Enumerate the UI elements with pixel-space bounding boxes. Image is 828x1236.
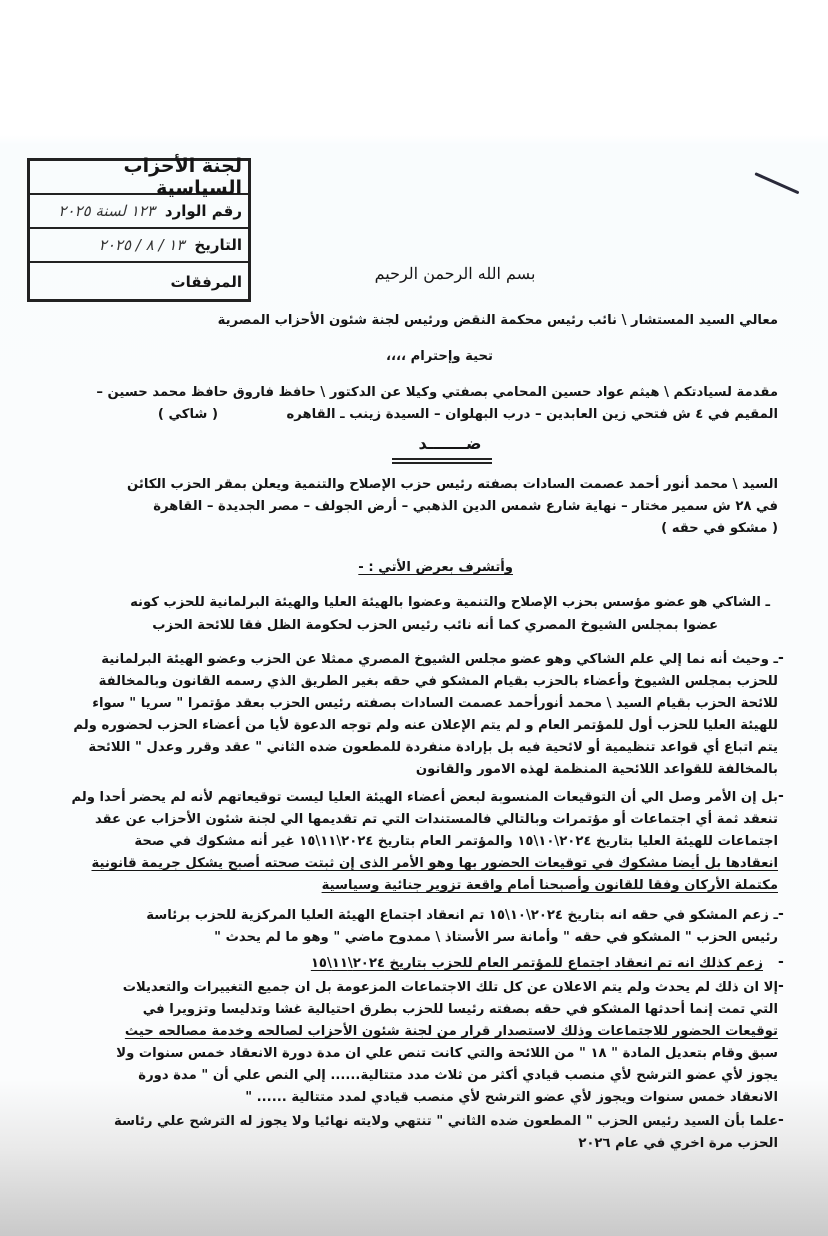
stamp-attachments-label: المرفقات [170,273,242,291]
against-underline [392,458,492,460]
basmala: بسم الله الرحمن الرحيم [374,264,536,283]
complainant-role: ( شاكي ) [157,407,218,422]
complainant-line-1: مقدمة لسيادتكم \ هيثم عواد حسين المحامي بصفتي وكيلا عن الدكتور \ حافظ فاروق حافظ محمد حسين – [96,385,778,400]
defendant-line-2: في ٢٨ ش سمير مختار – نهاية شارع شمس الدين الذهبي – أرض الجولف – مصر الجديدة – القاهرة [153,499,778,514]
bullet-1-line-4: للهيئة العليا للحزب أول للمؤتمر العام و لم يتم الإعلان عنه ولم توجه الدعوة لأيا من أعضاء الحزب لحضوره ولم [73,718,778,733]
bullet-3-line-2: رئيس الحزب " المشكو في حقه " وأمانة سر الأستاذ \ ممدوح ماضي " وهو ما لم يحدث " [214,930,778,945]
bullet-6-line-2: الحزب مرة اخري في عام ٢٠٢٦ [578,1136,778,1151]
stamp-incoming-value: ١٢٣ لسنة ٢٠٢٥ [58,202,155,220]
section-heading: وأتشرف بعرض الأتي : - [358,560,513,575]
bullet-3-line-1: ـ زعم المشكو في حقه انه بتاريخ ٢٠٢٤\١٠\١٥ تم انعقاد اجتماع الهيئة العليا المركزية للحزب برئاسة [146,908,778,923]
defendant-line-1: السيد \ محمد أنور أحمد عصمت السادات بصفته رئيس حزب الإصلاح والتنمية ويعلن بمقر الحزب الكائن [127,477,778,492]
bullet-2-line-1: بل إن الأمر وصل الي أن التوقيعات المنسوبة لبعض أعضاء الهيئة العليا ليست توقيعاتهم لأنه لم يحضر أحدا ولم [71,790,778,805]
against-underline-2 [392,462,492,464]
intro-line-1: ـ الشاكي هو عضو مؤسس بحزب الإصلاح والتنمية وعضوا بالهيئة العليا والهيئة البرلمانية للحزب كونه [130,595,770,610]
bullet-2-line-2: تنعقد ثمة أي اجتماعات أو مؤتمرات وبالتالي فالمستندات التي تم تقديمها الي لجنة شئون الأحزاب عن عقد [94,812,778,827]
bullet-5-line-6: الانعقاد خمس سنوات ويجوز لأي عضو الترشح لأي منصب قيادي لمدد متتالية ...... " [245,1090,778,1105]
bullet-4-line-1: زعم كذلك انه تم انعقاد اجتماع للمؤتمر العام للحزب بتاريخ ٢٠٢٤\١١\١٥ [310,956,763,971]
bullet-5-line-3: توقيعات الحضور للاجتماعات وذلك لاستصدار قرار من لجنة شئون الأحزاب لصالحه وخدمة مصالحه حيث [124,1024,778,1039]
against-label: ضـــــــد [418,434,482,453]
bullet-2-line-3: اجتماعات للهيئة العليا بتاريخ ٢٠٢٤\١٠\١٥ والمؤتمر العام بتاريخ ٢٠٢٤\١١\١٥ غير أنه مشكوك في صحة [134,834,778,849]
stamp-date-row [30,229,248,263]
bullet-2-line-5: مكتملة الأركان وفقا للقانون وأصبحنا أمام واقعة تزوير جنائية وسياسية [321,878,778,893]
recipient-line: معالي السيد المستشار \ نائب رئيس محكمة النقض ورئيس لجنة شئون الأحزاب المصرية [217,313,778,328]
stamp-title: لجنة الأحزاب السياسية [30,161,248,195]
bullet-marker: - [778,650,784,666]
bullet-2-line-4: انعقادها بل أيضا مشكوك في توقيعات الحضور بها وهو الأمر الذى إن ثبتت صحته أصبح يشكل جريمة قانونية [91,856,778,871]
bullet-marker: - [778,788,784,804]
bullet-1-line-3: للائحة الحزب بقيام السيد \ محمد أنورأحمد عصمت السادات بصفته رئيس الحزب بعقد مؤتمرا " سريا " سواء [92,696,778,711]
bullet-1-line-2: للحزب بمجلس الشيوخ وأعضاء بالحزب بقيام المشكو في حقه بغير الطريق الذي رسمه القانون وبالمخالفة [98,674,778,689]
complainant-line-2: المقيم في ٤ ش فتحي زين العابدين – درب البهلوان – السيدة زينب ـ القاهره [286,407,778,422]
bullet-1-line-5: يتم اتباع أي قواعد تنظيمية أو لائحية فيه بل بإرادة منفردة للمطعون ضده الثاني " عقد وقرر وعدل " اللائحة [88,740,778,755]
bullet-marker: - [778,954,784,970]
bullet-marker: - [778,978,784,994]
bullet-marker: - [778,1112,784,1128]
incoming-stamp [27,155,251,302]
stamp-date-value: ١٣ / ٨ / ٢٠٢٥ [98,236,185,254]
greeting: تحية وإحترام ،،،، [385,349,493,364]
bullet-5-line-2: التي تمت إنما أحدثها المشكو في حقه بصفته رئيسا للحزب بطرق احتيالية غشا وتدليسا وتزويرا في [142,1002,778,1017]
defendant-role: ( مشكو في حقه ) [661,521,778,536]
bullet-6-line-1: علما بأن السيد رئيس الحزب " المطعون ضده الثاني " تنتهي ولايته نهائيا ولا يجوز له الترشح علي رئاسة [113,1114,778,1129]
stamp-incoming-row [30,195,248,229]
stamp-date-label: التاريخ [194,236,242,254]
stamp-incoming-label: رقم الوارد [164,202,242,220]
stamp-attachments-row [30,263,248,301]
bullet-marker: - [778,906,784,922]
bullet-1-line-1: ـ وحيث أنه نما إلي علم الشاكي وهو عضو مجلس الشيوخ المصري ممثلا عن الحزب وعضو الهيئة البرلمانية [101,652,778,667]
bullet-5-line-4: سبق وقام بتعديل المادة " ١٨ " من اللائحة والتي كانت تنص علي ان مدة دورة الانعقاد خمس سنوات ولا [116,1046,778,1061]
bullet-5-line-1: إلا ان ذلك لم يحدث ولم يتم الاعلان عن كل تلك الاجتماعات المزعومة بل ان جميع التغييرات والتعديلات [122,980,778,995]
bullet-5-line-5: يجوز لأي عضو الترشح لأي منصب قيادي أكثر من ثلاث مدد متتالية...... إلي النص علي أن " مدة دورة [138,1068,778,1083]
bullet-1-line-6: بالمخالفة للقواعد اللائحية المنظمة لهذه الامور والقانون [415,762,778,777]
pen-mark-icon [754,172,799,194]
intro-line-2: عضوا بمجلس الشيوخ المصري كما أنه نائب رئيس الحزب لحكومة الظل فقا للائحة الحزب [152,618,718,633]
